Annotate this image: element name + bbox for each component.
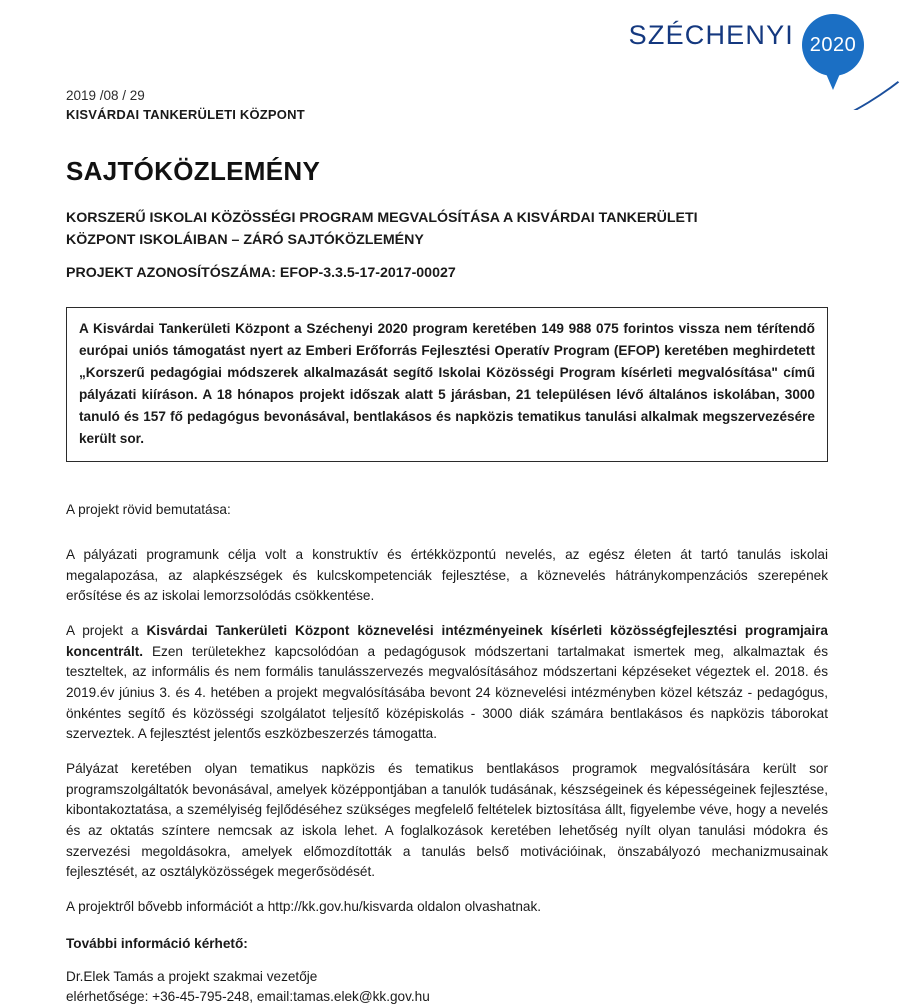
- paragraph-project-goals: A pályázati programunk célja volt a konstruktív és értékközpontú nevelés, az egész életen át tartó tanulás iskolai megalapozása, az alapkészségek és kulcskompetenciák fejlesztése, a köznevelés hátránykompenzációs szerepének erősítése és az iskolai lemorzsolódás csökkentése.: [66, 547, 828, 604]
- contact-heading: További információ kérhető:: [66, 935, 248, 951]
- paragraph-more-info: A projektről bővebb információt a http://kk.gov.hu/kisvarda oldalon olvashatnak.: [66, 898, 542, 914]
- logo-wordmark: SZÉCHENYI: [628, 20, 794, 50]
- paragraph-project-focus: [66, 621, 828, 745]
- paragraph-program-details: Pályázat keretében olyan tematikus napközis és tematikus bentlakásos programok megvalósítására került sor programszolgáltatók bevonásával, amelyek középpontjában a tanulók tudásának, készségeinek és képességeinek fejlesztése, kibontakoztatása, a személyiség fejlődéséhez szükséges megfelelő feltételek biztosítása állt, figyelembe véve, hogy a nevelés és az oktatás színtere nemcsak az iskola lehet. A foglalkozások keretében lehetőség nyílt olyan tanulási módokra és szervezési megoldásokra, amelyek előmozdították a tanulás belső motivációinak, önszabályozó mechanizmusainak fejlesztését, az osztályközösségek megerősödését.: [66, 761, 828, 880]
- highlight-callout-box: A Kisvárdai Tankerületi Központ a Széchenyi 2020 program keretében 149 988 075 forintos vissza nem térítendő európai uniós támogatást nyert az Emberi Erőforrás Fejlesztési Operatív Program (EFOP) keretében meghirdetett „Korszerű pedagógiai módszerek alkalmazását segítő Iskolai Közösségi Program kísérleti megvalósítása" című pályázati kiíráson. A 18 hónapos projekt időszak alatt 5 járásban, 21 településen lévő általános iskolában, 3000 tanuló és 157 fő pedagógus bevonásával, bentlakásos és napközis tematikus tanulási alkalmak megszervezésére került sor.: [66, 307, 828, 462]
- paragraph-focus-rest: Ezen területekhez kapcsolódóan a pedagógusok módszertani tartalmakat ismertek meg, alkalmaztak és teszteltek, az informális és nem formális tanulásszervezés megvalósításához módszertani képzéseket végeztek el. 2018. és 2019.év június 3. és 4. hetében a projekt megvalósításába bevont 24 köznevelési intézményben közel kétszáz - pedagógus, önkéntes segítő és közösségi szolgálatot teljesítő középiskolás - 3000 diák számára bentlakásos és napközis táborokat szerveztek. A fejlesztést jelentős eszközbeszerzés támogatta.: [66, 643, 828, 742]
- contact-person: Dr.Elek Tamás a projekt szakmai vezetője: [66, 968, 318, 984]
- page-title: SAJTÓKÖZLEMÉNY: [66, 156, 321, 186]
- map-pin-tip-icon: [821, 62, 845, 90]
- paragraph-focus-emphasis: Kisvárdai Tankerületi Központ köznevelési intézményeinek kísérleti közösségfejlesztési programjaira koncentrált.: [66, 623, 828, 659]
- paragraph-focus-intro: A projekt a: [66, 623, 147, 639]
- contact-details: elérhetősége: +36-45-795-248, email:tamas.elek@kk.gov.hu: [66, 988, 430, 1004]
- document-body: [66, 88, 828, 1007]
- section-lead: A projekt rövid bemutatása:: [66, 502, 231, 518]
- issuing-organization: KISVÁRDAI TANKERÜLETI KÖZPONT: [66, 107, 305, 122]
- szechenyi-2020-logo: [629, 14, 864, 92]
- publication-date: 2019 /08 / 29: [66, 88, 145, 103]
- document-subtitle: KORSZERŰ ISKOLAI KÖZÖSSÉGI PROGRAM MEGVALÓSÍTÁSA A KISVÁRDAI TANKERÜLETI KÖZPONT ISKOLÁIBAN – ZÁRÓ SAJTÓKÖZLEMÉNY: [66, 210, 698, 248]
- project-identifier: PROJEKT AZONOSÍTÓSZÁMA: EFOP-3.3.5-17-2017-00027: [66, 265, 456, 281]
- logo-year: 2020: [802, 14, 864, 76]
- map-pin-icon: [802, 14, 864, 92]
